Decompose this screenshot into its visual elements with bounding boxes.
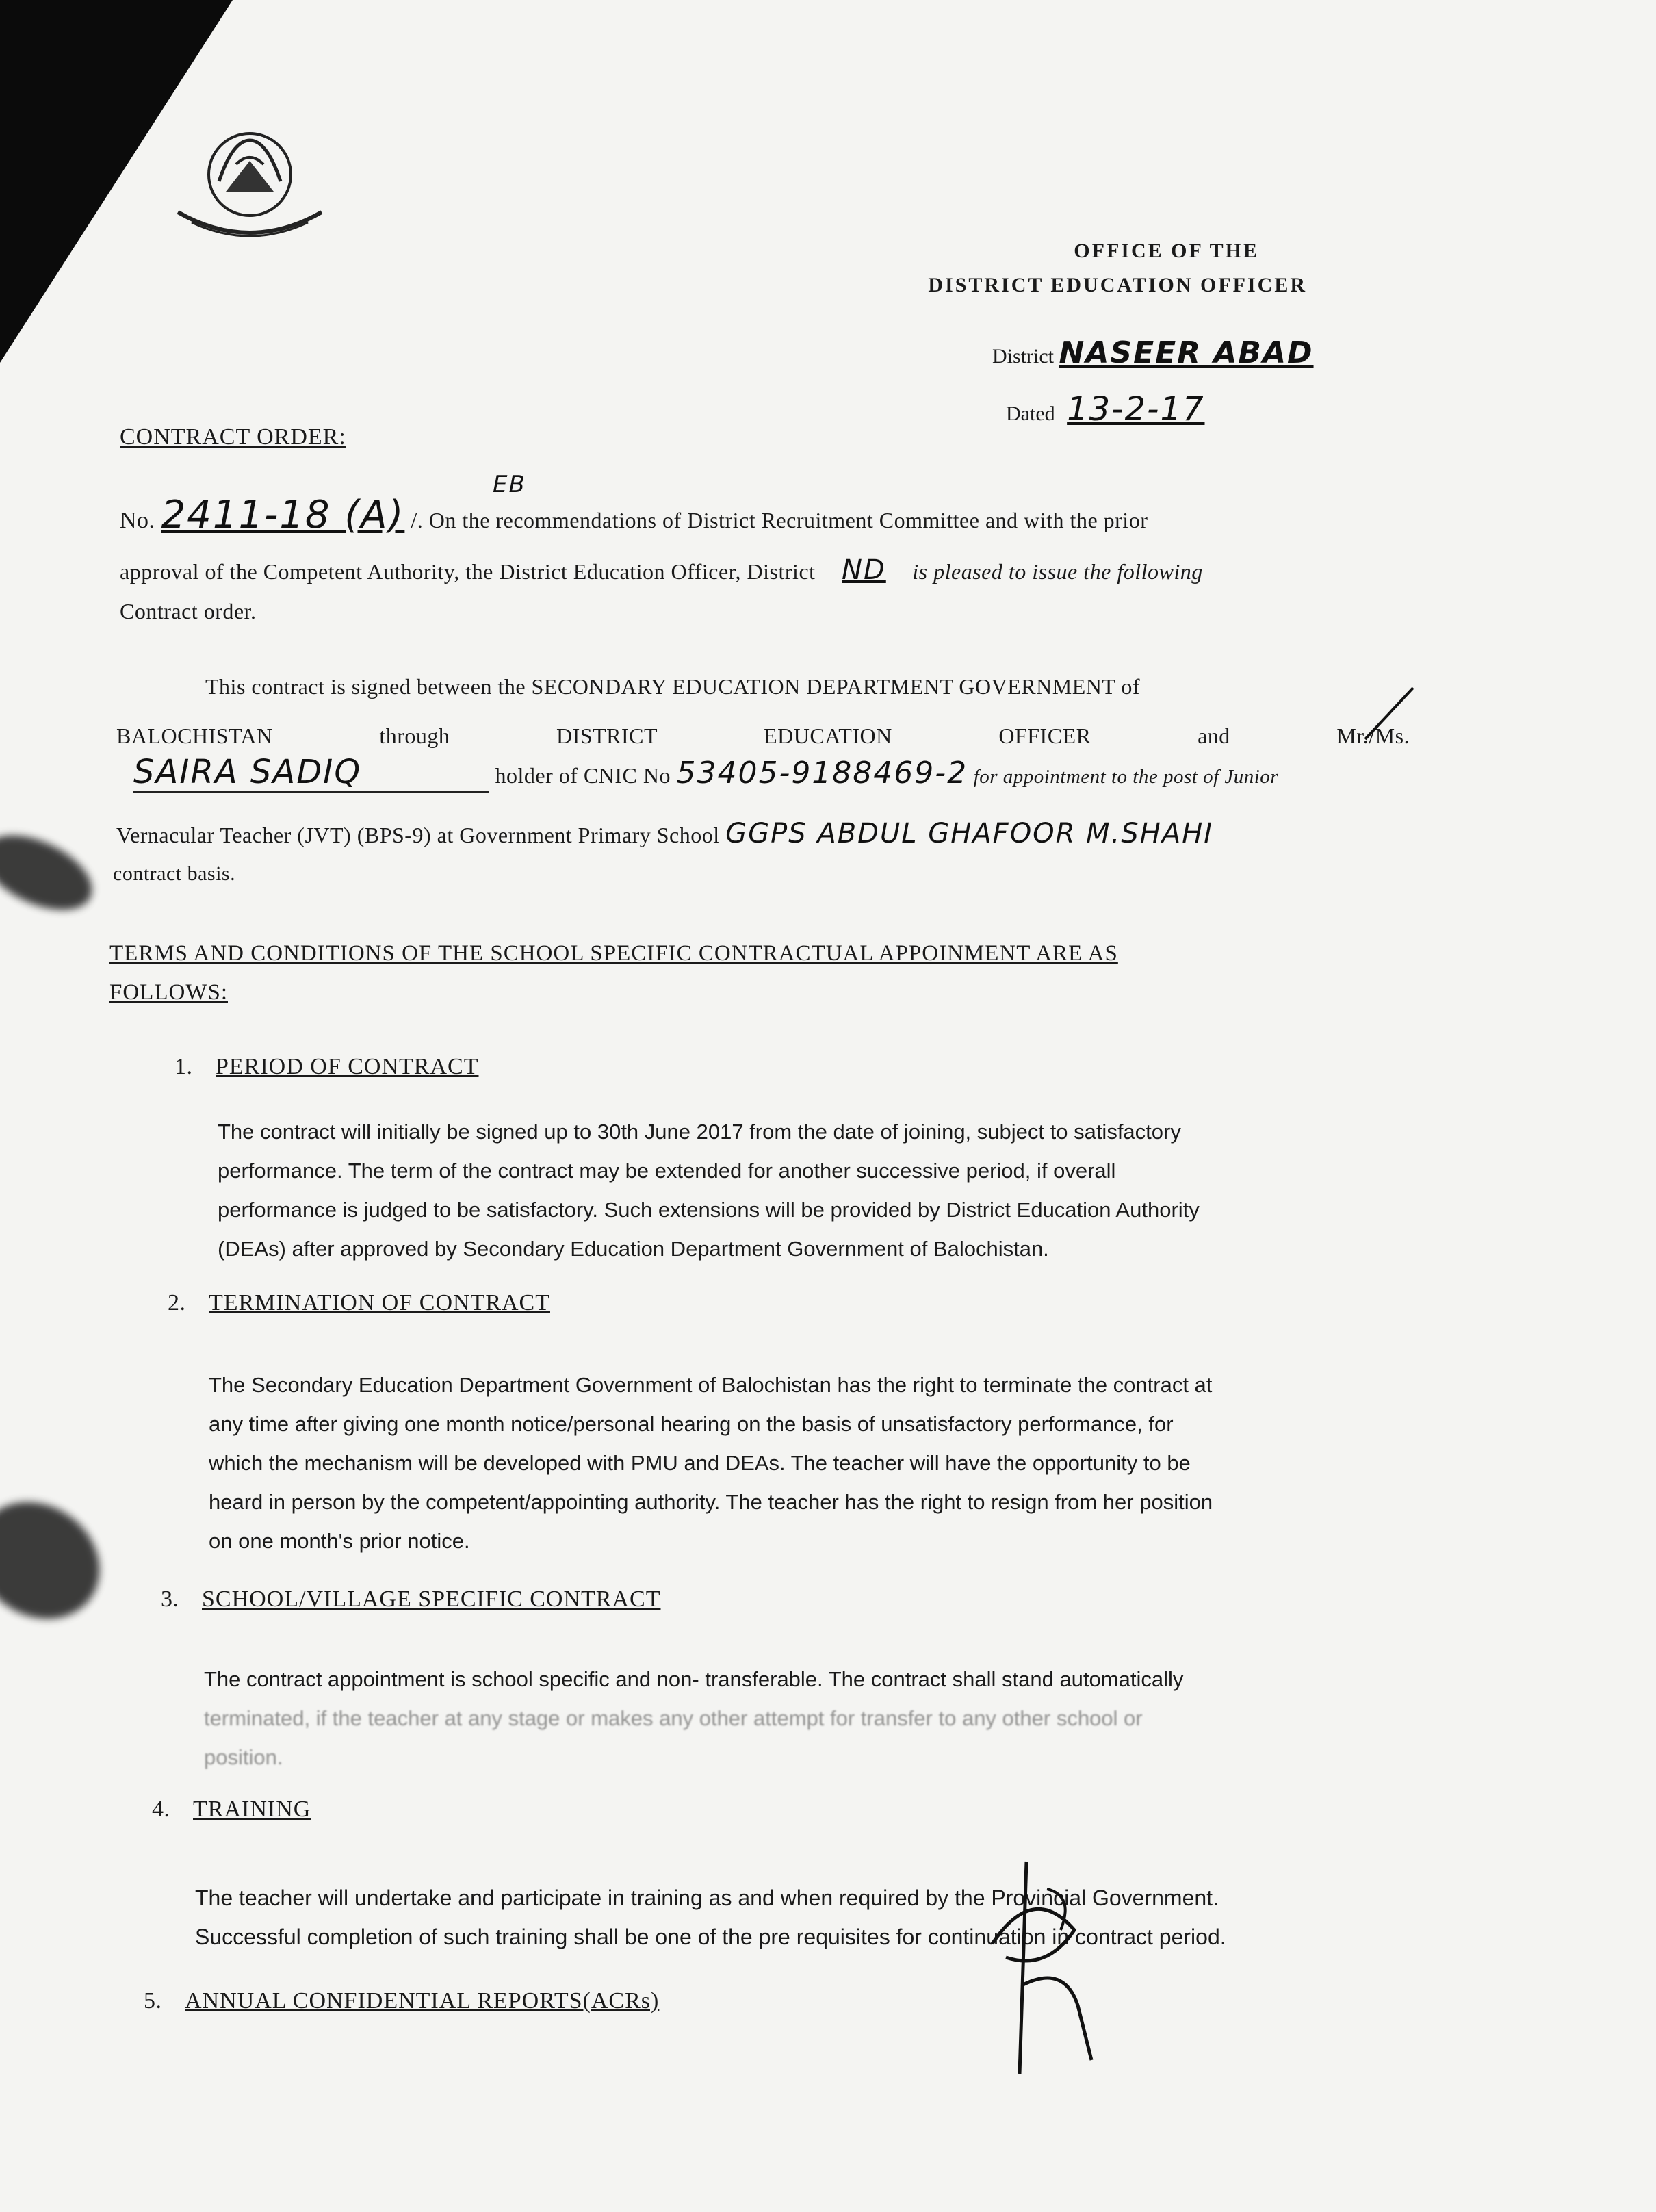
section-4-body [195,1879,1434,1957]
section-number: 5. [144,1988,162,2014]
order-line-3: Contract order. [120,599,257,623]
contract-word: DISTRICT [556,723,658,748]
office-line-1: OFFICE OF THE [1074,240,1259,262]
section-line: performance is judged to be satisfactory. Such extensions will be provided by District Education Authority [218,1198,1200,1222]
order-line-2a: approval of the Competent Authority, the District Education Officer, District [120,559,816,584]
section-line: terminated, if the teacher at any stage or makes any other attempt for transfer to any other school or [204,1706,1143,1730]
section-1-header [174,1054,478,1080]
section-line: The Secondary Education Department Government of Balochistan has the right to terminate the contract at [209,1373,1213,1397]
contract-word: EDUCATION [764,723,892,748]
officer-signature [985,1848,1150,2087]
order-district-abbr: ND [842,554,886,586]
section-line: heard in person by the competent/appointing authority. The teacher has the right to resign from her position [209,1490,1213,1514]
section-2-header [168,1290,550,1316]
office-line-2: DISTRICT EDUCATION OFFICER [928,274,1307,296]
contract-order-heading: CONTRACT ORDER: [120,424,346,450]
section-line: The contract appointment is school specific and non- transferable. The contract shall stand automatically [204,1667,1184,1691]
order-line-2b: is pleased to issue the following [912,559,1203,584]
section-2-body [209,1365,1427,1560]
section-line: (DEAs) after approved by Secondary Education Department Government of Balochistan. [218,1237,1049,1261]
section-title: PERIOD OF CONTRACT [216,1054,479,1079]
school-name: GGPS ABDUL GHAFOOR M.SHAHI [725,818,1214,849]
contract-line-2 [116,723,1410,749]
section-4-header [152,1797,311,1823]
district-value: NASEER ABAD [1059,335,1314,370]
section-line: on one month's prior notice. [209,1529,470,1553]
section-title: SCHOOL/VILLAGE SPECIFIC CONTRACT [202,1586,661,1612]
section-number: 4. [152,1797,170,1822]
section-number: 2. [168,1290,186,1315]
contract-line-4: Vernacular Teacher (JVT) (BPS-9) at Government Primary School [116,823,720,847]
contract-word: through [379,723,450,748]
section-title: TRAINING [193,1797,311,1822]
section-title: TERMINATION OF CONTRACT [209,1290,550,1315]
cnic-number: 53405-9188469-2 [676,756,968,790]
section-number: 3. [161,1586,179,1612]
contract-line-5: contract basis. [113,862,236,885]
section-line: Successful completion of such training shall be one of the pre requisites for continuation in contract period. [195,1925,1226,1949]
contract-word: BALOCHISTAN [116,723,273,748]
scan-smudge [0,1478,122,1643]
contract-word: Mr./Ms. [1336,723,1410,748]
dated-label: Dated [1006,402,1055,425]
section-3-header [161,1586,660,1612]
terms-heading-1: TERMS AND CONDITIONS OF THE SCHOOL SPECIFIC CONTRACTUAL APPOINMENT ARE AS [109,941,1118,966]
dated-value: 13-2-17 [1067,390,1205,428]
contract-line-3: for appointment to the post of Junior [973,766,1279,788]
teacher-name: SAIRA SADIQ [133,753,489,793]
cnic-label: holder of CNIC No [495,763,671,788]
contract-line-1: This contract is signed between the SECONDARY EDUCATION DEPARTMENT GOVERNMENT of [205,674,1140,699]
order-line-1: /. On the recommendations of District Recruitment Committee and with the prior [411,508,1148,532]
section-line: performance. The term of the contract may be extended for another successive period, if overall [218,1159,1116,1183]
section-5-header [144,1988,659,2014]
section-title: ANNUAL CONFIDENTIAL REPORTS(ACRs) [185,1988,660,2014]
section-line: any time after giving one month notice/personal hearing on the basis of unsatisfactory performance, for [209,1412,1174,1436]
section-line: The teacher will undertake and participate in training as and when required by the Provincial Government. [195,1886,1219,1910]
section-3-body [204,1660,1429,1777]
order-number: 2411-18 (A) [161,493,405,537]
section-line: which the mechanism will be developed with PMU and DEAs. The teacher will have the opportunity to be [209,1451,1191,1475]
district-label: District [992,345,1054,368]
order-number-suffix: EB [493,471,526,498]
contract-word: and [1198,723,1230,748]
contract-word: OFFICER [998,723,1091,748]
section-line: The contract will initially be signed up to 30th June 2017 from the date of joining, subject to satisfactory [218,1120,1181,1144]
tick-mark [1362,684,1416,746]
section-1-body [218,1112,1422,1268]
scan-smudge [0,820,103,925]
order-no-label: No. [120,508,155,533]
section-line: position. [204,1745,283,1769]
terms-heading-2: FOLLOWS: [109,980,228,1005]
government-seal-emblem [171,116,328,260]
section-number: 1. [174,1054,193,1079]
